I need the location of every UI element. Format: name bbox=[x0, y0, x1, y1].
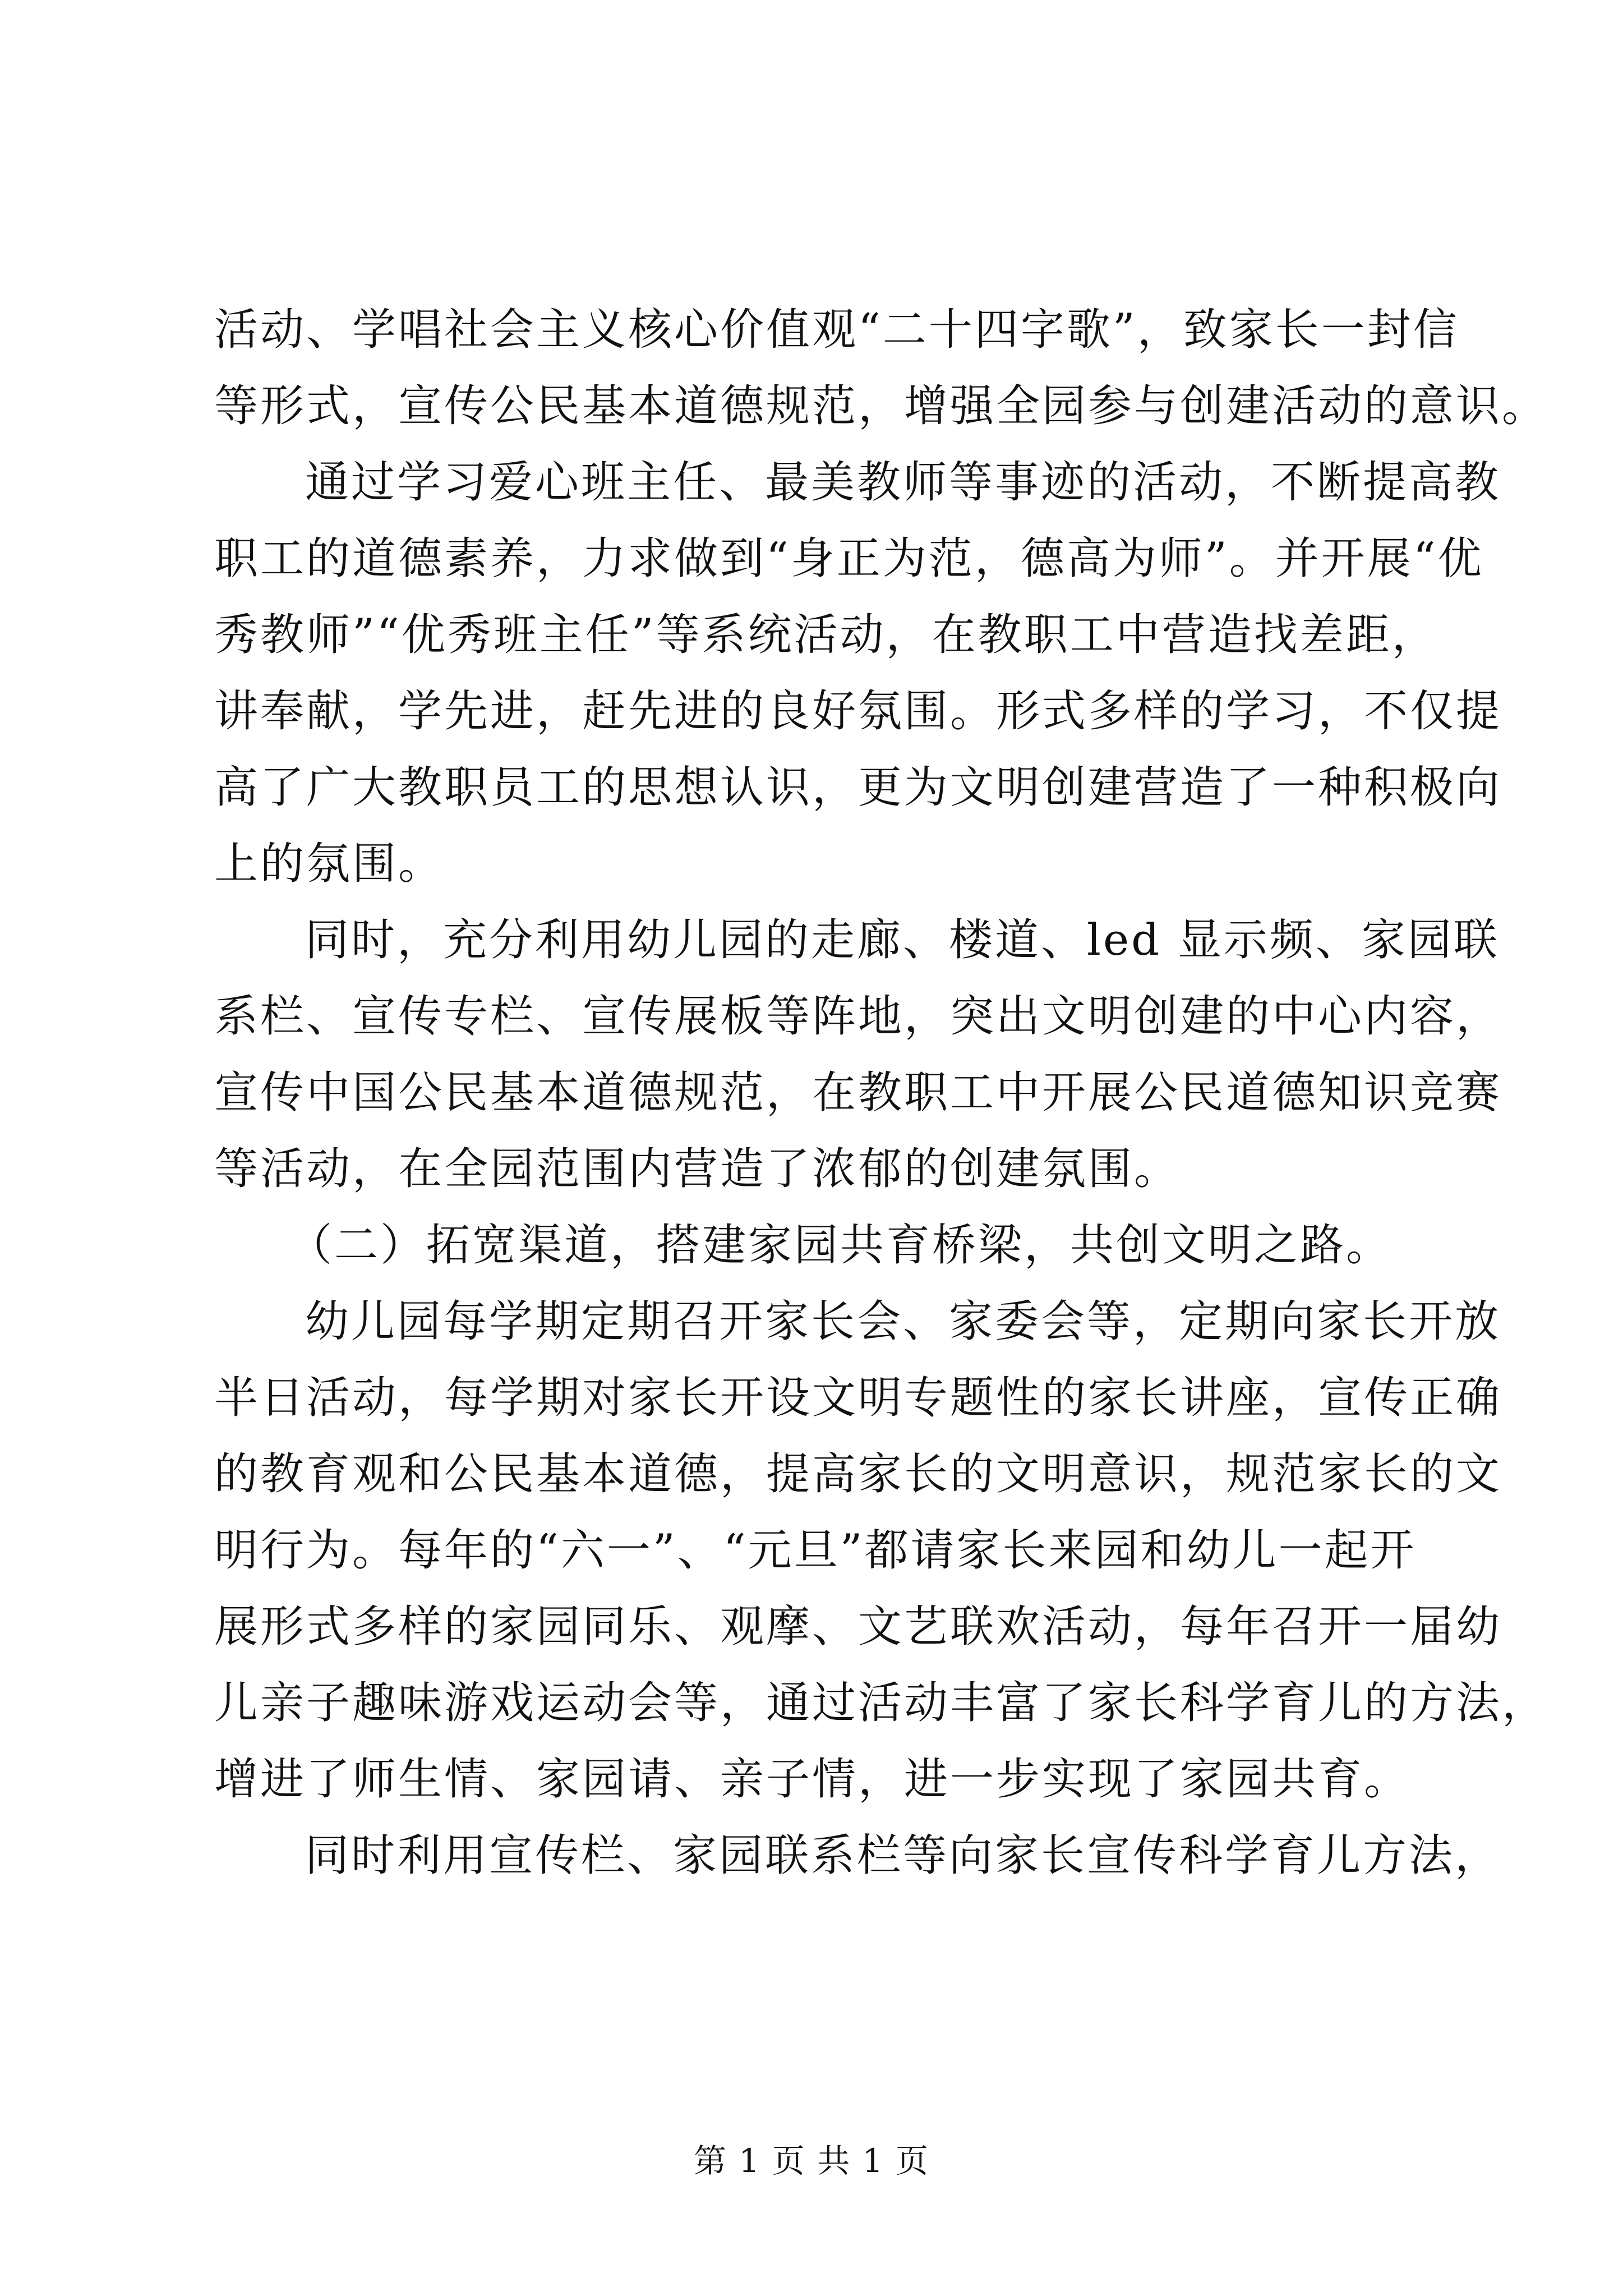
text-line: 明行为。每年的“六一”、“元旦”都请家长来园和幼儿一起开 bbox=[214, 1525, 1417, 1576]
text-line: 讲奉献，学先进，赶先进的良好氛围。形式多样的学习，不仅提 bbox=[214, 686, 1502, 737]
text-line: 的教育观和公民基本道德，提高家长的文明意识，规范家长的文 bbox=[214, 1449, 1502, 1499]
text-line: 通过学习爱心班主任、最美教师等事迹的活动，不断提高教 bbox=[305, 457, 1501, 508]
text-line: 同时利用宣传栏、家园联系栏等向家长宣传科学育儿方法， bbox=[305, 1830, 1501, 1881]
text-line: 等活动，在全园范围内营造了浓郁的创建氛围。 bbox=[214, 1144, 1181, 1194]
text-line: 职工的道德素养，力求做到“身正为范，德高为师”。并开展“优 bbox=[214, 533, 1484, 584]
text-line: 活动、学唱社会主义核心价值观“二十四字歌”，致家长一封信 bbox=[214, 305, 1459, 355]
text-line: 同时，充分利用幼儿园的走廊、楼道、led 显示频、家园联 bbox=[305, 915, 1500, 965]
text-line: 儿亲子趣味游戏运动会等，通过活动丰富了家长科学育儿的方法， bbox=[214, 1678, 1548, 1728]
body-text bbox=[214, 292, 1548, 1894]
text-line: 增进了师生情、家园请、亲子情，进一步实现了家园共育。 bbox=[214, 1754, 1410, 1805]
text-line: 高了广大教职员工的思想认识，更为文明创建营造了一种积极向 bbox=[214, 762, 1502, 813]
text-line: 等形式，宣传公民基本道德规范，增强全园参与创建活动的意识。 bbox=[214, 381, 1548, 431]
text-line: 上的氛围。 bbox=[214, 839, 445, 889]
text-line: 秀教师”“优秀班主任”等系统活动，在教职工中营造找差距， bbox=[214, 610, 1438, 660]
section-heading: （二）拓宽渠道，搭建家园共育桥梁，共创文明之路。 bbox=[288, 1220, 1393, 1271]
text-line: 宣传中国公民基本道德规范，在教职工中开展公民道德知识竞赛 bbox=[214, 1068, 1502, 1118]
page-footer bbox=[0, 2138, 1623, 2183]
text-line: 幼儿园每学期定期召开家长会、家委会等，定期向家长开放 bbox=[305, 1296, 1501, 1347]
text-line: 系栏、宣传专栏、宣传展板等阵地，突出文明创建的中心内容， bbox=[214, 991, 1502, 1042]
text-line: 半日活动，每学期对家长开设文明专题性的家长讲座，宣传正确 bbox=[214, 1373, 1502, 1423]
text-line: 展形式多样的家园同乐、观摩、文艺联欢活动，每年召开一届幼 bbox=[214, 1602, 1502, 1652]
page-number-label: 第 1 页 共 1 页 bbox=[694, 2142, 929, 2180]
